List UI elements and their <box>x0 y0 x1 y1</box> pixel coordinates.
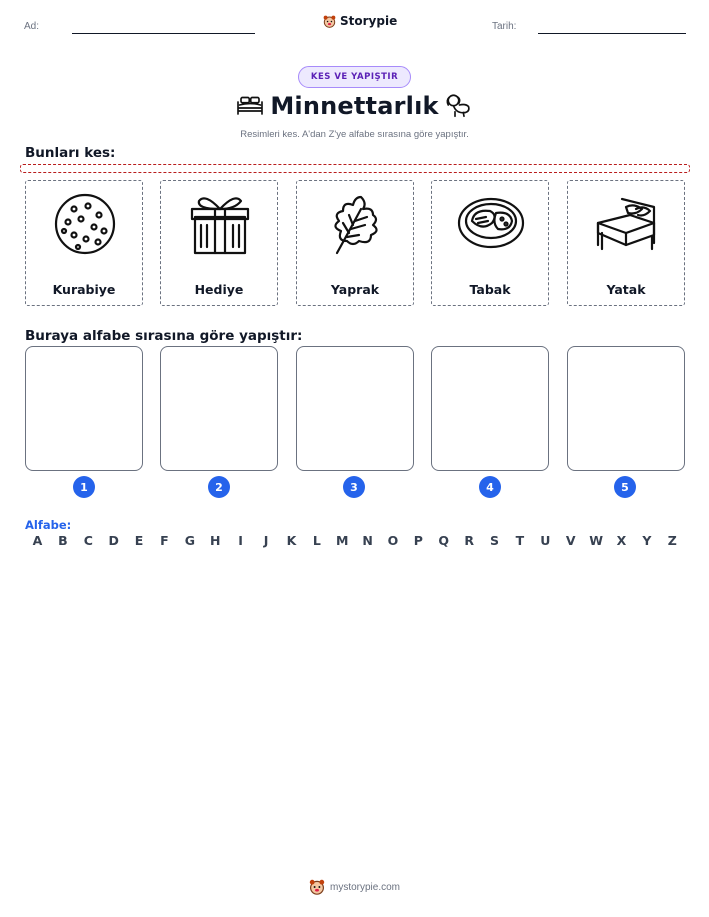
cookie-icon <box>50 189 120 259</box>
cut-card-label: Yatak <box>606 282 646 297</box>
dog-decoration-icon <box>443 91 473 119</box>
position-number: 2 <box>208 476 230 498</box>
alphabet-letter: P <box>413 533 423 548</box>
page-title: Minnettarlık <box>270 92 439 120</box>
alphabet-letter: E <box>134 533 144 548</box>
alphabet-letter: W <box>589 533 603 548</box>
alphabet-letter: Z <box>667 533 677 548</box>
position-number: 4 <box>479 476 501 498</box>
position-number: 1 <box>73 476 95 498</box>
plate-icon <box>456 189 526 259</box>
position-number: 3 <box>343 476 365 498</box>
alphabet-letter: R <box>464 533 474 548</box>
alphabet-letter: D <box>108 533 119 548</box>
position-number: 5 <box>614 476 636 498</box>
alphabet-letter: X <box>616 533 627 548</box>
alphabet-letter: U <box>540 533 551 548</box>
paste-box-5[interactable] <box>567 346 685 471</box>
date-label: Tarih: <box>492 21 517 32</box>
cut-card-cookie[interactable] <box>25 180 143 306</box>
brand-name: Storypie <box>340 14 398 28</box>
date-line <box>538 33 686 34</box>
cut-card-label: Tabak <box>469 282 511 297</box>
alphabet-letter: L <box>312 533 321 548</box>
alphabet-letter: G <box>184 533 195 548</box>
alphabet-letter: S <box>490 533 500 548</box>
leaf-icon <box>321 189 391 259</box>
storypie-logo-icon <box>309 879 325 895</box>
brand <box>323 14 397 28</box>
name-label: Ad: <box>24 21 40 32</box>
cut-card-bed[interactable] <box>567 180 685 306</box>
alphabet-letter: M <box>335 533 349 548</box>
cut-section-label: Bunları kes: <box>25 145 116 161</box>
storypie-logo-icon <box>323 15 336 28</box>
alphabet-letter: A <box>32 533 43 548</box>
cut-card-label: Hediye <box>194 282 244 297</box>
instructions: Resimleri kes. A'dan Z'ye alfabe sırasına göre yapıştır. <box>240 129 469 140</box>
alphabet-letter: V <box>565 533 576 548</box>
alphabet-label: Alfabe: <box>25 518 72 532</box>
alphabet-letter: Q <box>438 533 450 548</box>
cut-line <box>20 164 690 173</box>
cut-card-label: Yaprak <box>330 282 380 297</box>
paste-box-1[interactable] <box>25 346 143 471</box>
alphabet-row <box>25 533 685 548</box>
bed-icon <box>592 189 662 259</box>
alphabet-letter: O <box>387 533 399 548</box>
footer-url[interactable]: mystorypie.com <box>329 881 400 893</box>
name-line <box>72 33 255 34</box>
paste-section-label: Buraya alfabe sırasına göre yapıştır: <box>25 328 303 344</box>
activity-badge: KES VE YAPIŞTIR <box>298 66 411 88</box>
footer <box>0 879 709 895</box>
alphabet-letter: T <box>515 533 525 548</box>
paste-box-4[interactable] <box>431 346 549 471</box>
alphabet-letter: C <box>83 533 93 548</box>
cut-card-leaf[interactable] <box>296 180 414 306</box>
alphabet-letter: H <box>210 533 221 548</box>
alphabet-letter: I <box>238 533 243 548</box>
alphabet-letter: F <box>160 533 169 548</box>
alphabet-letter: N <box>362 533 373 548</box>
paste-box-2[interactable] <box>160 346 278 471</box>
gift-icon <box>185 189 255 259</box>
cut-card-plate[interactable] <box>431 180 549 306</box>
paste-box-3[interactable] <box>296 346 414 471</box>
alphabet-letter: Y <box>642 533 652 548</box>
cut-card-label: Kurabiye <box>52 282 116 297</box>
cut-card-gift[interactable] <box>160 180 278 306</box>
alphabet-letter: J <box>263 533 269 548</box>
alphabet-letter: K <box>286 533 297 548</box>
alphabet-letter: B <box>58 533 68 548</box>
